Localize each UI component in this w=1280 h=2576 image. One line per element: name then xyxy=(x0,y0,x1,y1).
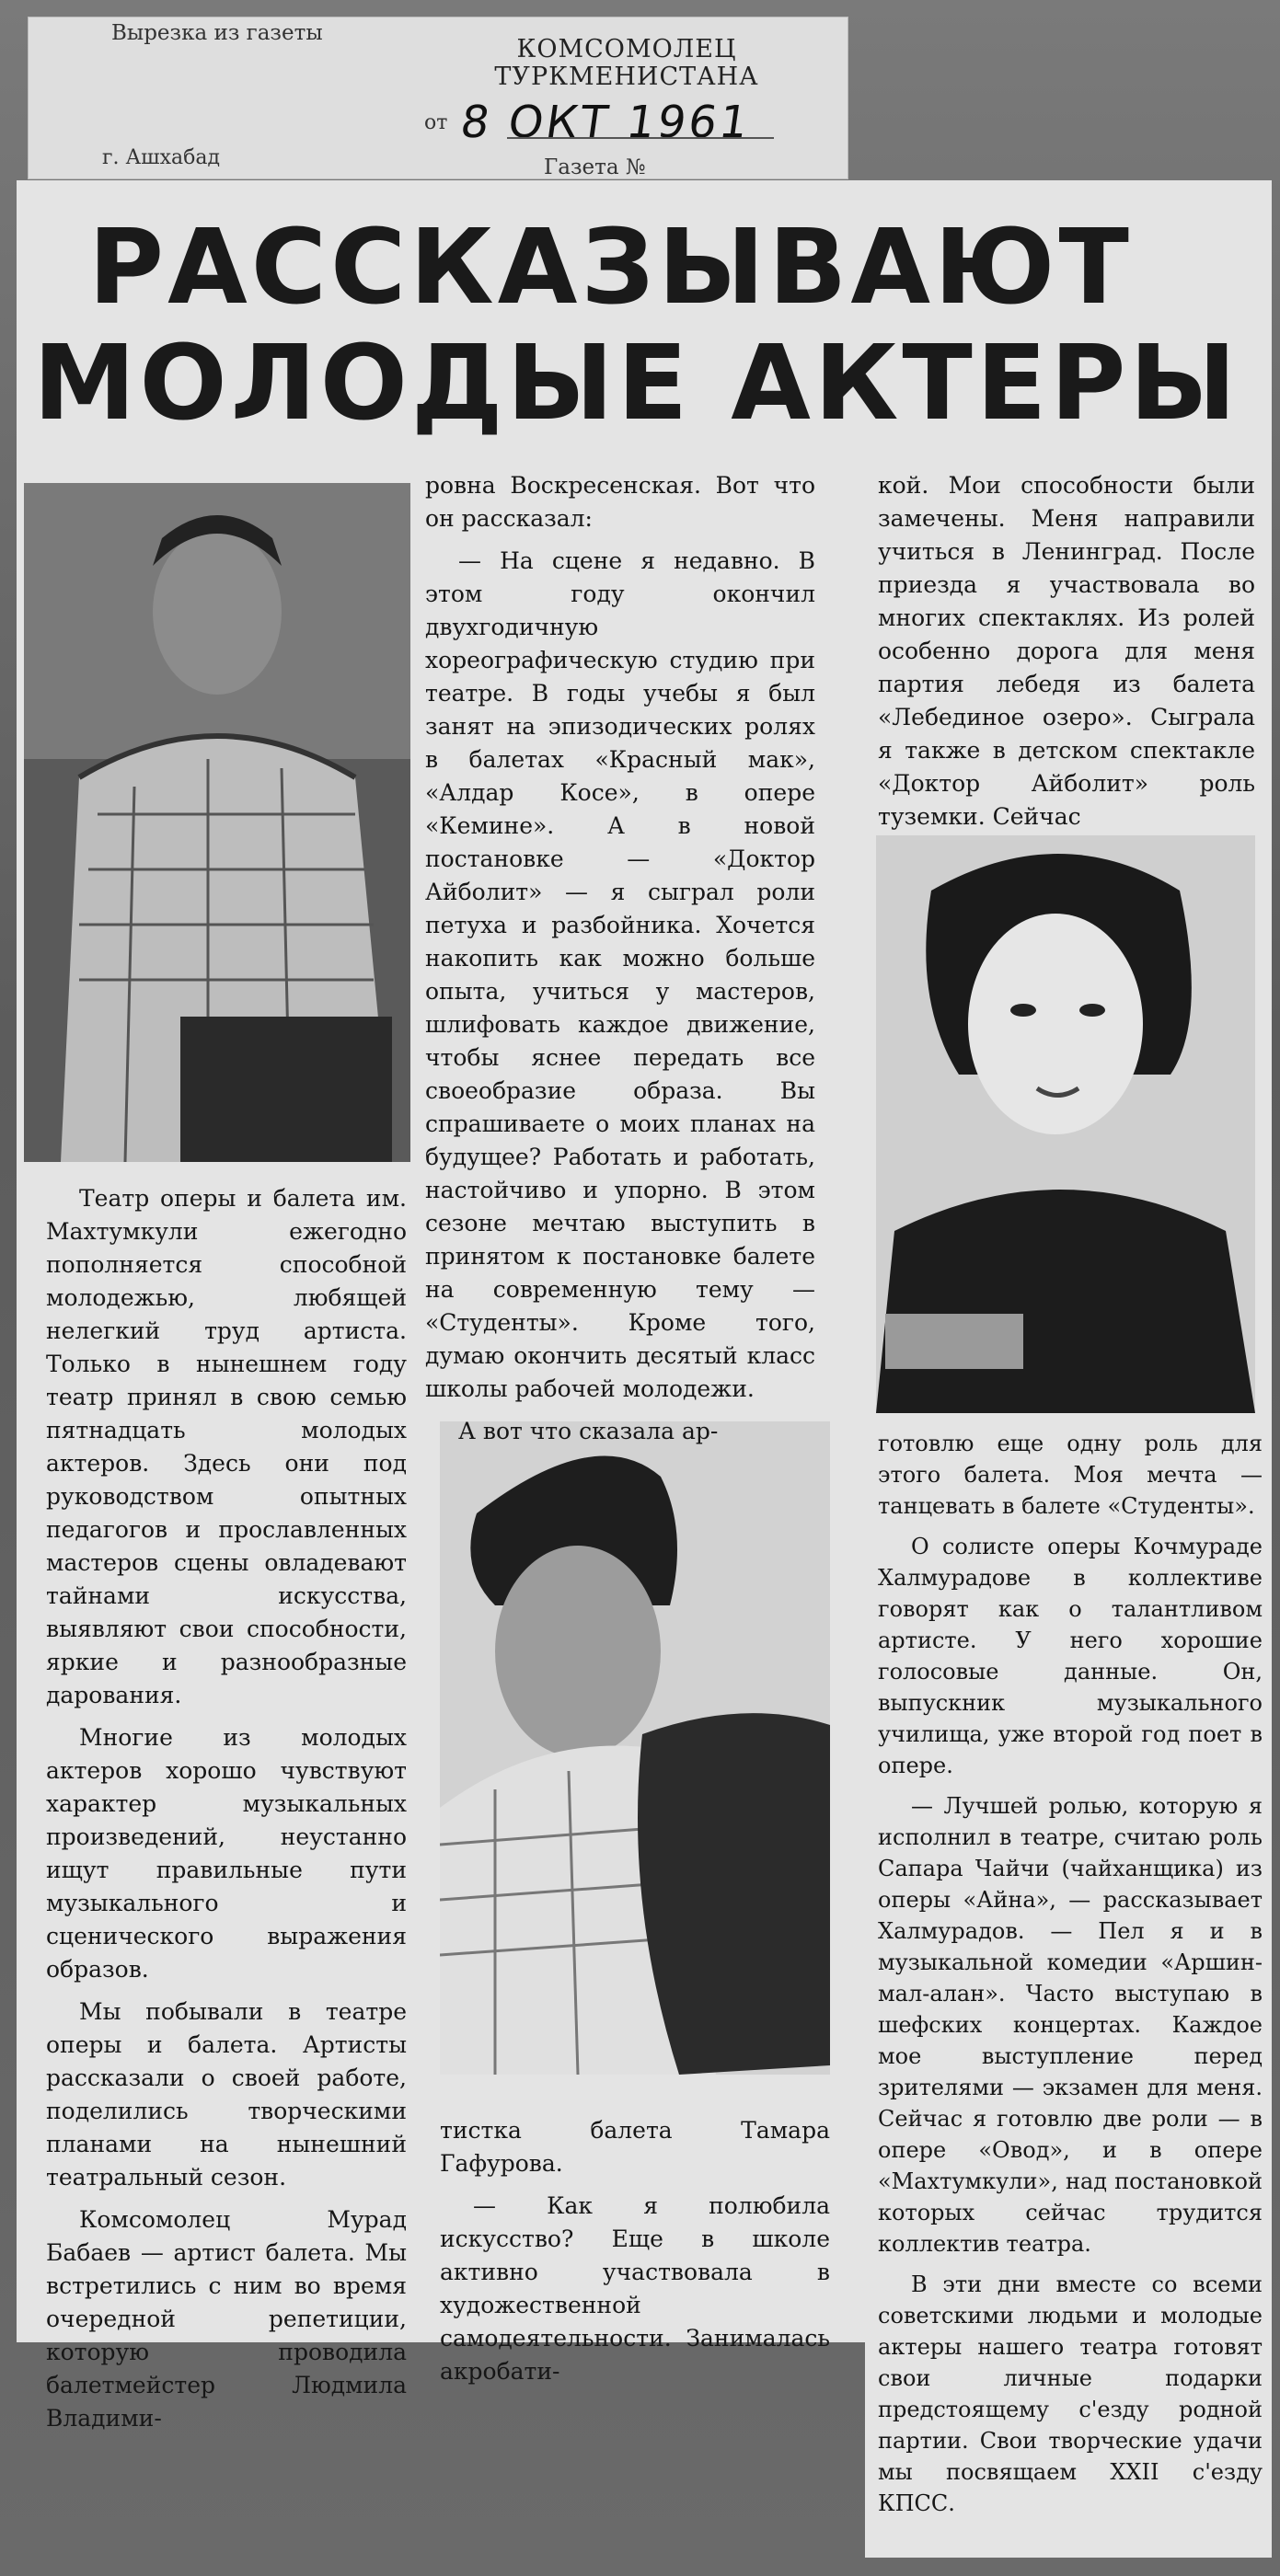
newspaper-name-line2: ТУРКМЕНИСТАНА xyxy=(494,63,759,91)
city-label: г. Ашхабад xyxy=(102,146,221,169)
photo-murad-babaev xyxy=(24,483,410,1162)
col2-paragraph: — Как я полюбила искусство? Еще в школе активно участвовала в художественной самодеятельности. Занималась акробати- xyxy=(440,2192,830,2385)
column-3-top xyxy=(878,469,1255,843)
col2-paragraph: тистка балета Тамара Гафурова. xyxy=(440,2117,830,2177)
photo-tamara-gafurova-image xyxy=(876,835,1255,1413)
col1-paragraph: Мы побывали в театре оперы и балета. Артисты рассказали о своей работе, поделились творческими планами на нынешний театральный сезон. xyxy=(46,1998,407,2191)
col2-paragraph: — На сцене я недавно. В этом году окончил двухгодичную хореографическую студию при театре. В годы учебы я был занят на эпизодических ролях в балетах «Красный мак», «Алдар Косе», в опере «Кемине». А в новой постановке — «Доктор Айболит» — я сыграл роли петуха и разбойника. Хочется накопить как можно больше опыта, учиться у мастеров, шлифовать каждое движение, чтобы яснее передать все своеобразие образа. Вы спрашиваете о моих планах на будущее? Работать и работать, настойчиво и упорно. В этом сезоне мечтаю выступить в принятом к постановке балете на современную тему — «Студенты». Кроме того, думаю окончить десятый класс школы рабочей молодежи. xyxy=(425,547,815,1402)
col3-paragraph: готовлю еще одну роль для этого балета. Моя мечта — танцевать в балете «Студенты». xyxy=(878,1431,1263,1519)
column-1 xyxy=(46,1182,407,2444)
clipping-label: Вырезка из газеты xyxy=(111,21,323,45)
newspaper-name-line1: КОМСОМОЛЕЦ xyxy=(516,35,737,63)
column-2-bottom xyxy=(440,2114,830,2398)
photo-tamara-gafurova xyxy=(876,835,1255,1413)
headline xyxy=(33,210,1248,442)
photo-kochmurad-halmuradov xyxy=(440,1421,830,2075)
col1-paragraph: Театр оперы и балета им. Махтумкули ежегодно пополняется способной молодежью, любящей нелегкий труд артиста. Только в нынешнем году театр принял в свою семью пятнадцать молодых актеров. Здесь они под руководством опытных педагогов и прославленных мастеров сцены овладевают тайнами искусства, выявляют свои способности, яркие и разнообразные дарования. xyxy=(46,1185,407,1708)
col3-paragraph: кой. Мои способности были замечены. Меня направили учиться в Ленинград. После приезда я участвовала во многих спектаклях. Из ролей особенно дорога для меня партия лебедя из балета «Лебединое озеро». Сыграла я также в детском спектакле «Доктор Айболит» роль туземки. Сейчас xyxy=(878,472,1255,830)
column-2-top xyxy=(425,469,815,1457)
date-underline xyxy=(507,137,774,139)
photo-kochmurad-halmuradov-image xyxy=(440,1421,830,2075)
col3-paragraph: В эти дни вместе со всеми советскими людьми и молодые актеры нашего театра готовят свои личные подарки предстоящему с'езду родной партии. Свои творческие удачи мы посвящаем XXII с'езду КПСС. xyxy=(878,2271,1263,2516)
date-prefix: от xyxy=(424,111,448,134)
headline-line2: МОЛОДЫЕ АКТЕРЫ xyxy=(33,324,1240,443)
issue-label: Газета № xyxy=(544,155,646,179)
col3-paragraph: — Лучшей ролью, которую я исполнил в театре, считаю роль Сапара Чайчи (чайханщика) из оперы «Айна», — рассказывает Халмурадов. — Пел я и в музыкальной комедии «Аршин-мал-алан». Часто выступаю в шефских концертах. Каждое мое выступление перед зрителями — экзамен для меня. Сейчас я готовлю две роли — в опере «Овод», и в опере «Махтумкули», над постановкой которых сейчас трудится коллектив театра. xyxy=(878,1793,1263,2257)
headline-line1: РАССКАЗЫВАЮТ xyxy=(88,208,1133,328)
col1-paragraph: Комсомолец Мурад Бабаев — артист балета. Мы встретились с ним во время очередной репетиции, которую проводила балетмейстер Людмила Владими- xyxy=(46,2206,407,2432)
photo-murad-babaev-image xyxy=(24,483,410,1162)
col1-paragraph: Многие из молодых актеров хорошо чувствуют характер музыкальных произведений, неустанно ищут правильные пути музыкального и сценического выражения образов. xyxy=(46,1724,407,1983)
col3-paragraph: О солисте оперы Кочмураде Халмурадове в коллективе говорят как о талантливом артисте. У него хорошие голосовые данные. Он, выпускник музыкального училища, уже второй год поет в опере. xyxy=(878,1534,1263,1778)
column-3-bottom xyxy=(878,1428,1263,2528)
newspaper-name xyxy=(461,36,792,91)
clipping-header-slip xyxy=(28,17,848,179)
col2-paragraph: А вот что сказала ар- xyxy=(458,1418,719,1444)
date-stamp: 8 ОКТ 1961 xyxy=(457,97,755,148)
col2-paragraph: ровна Воскресенская. Вот что он рассказал: xyxy=(425,472,815,532)
